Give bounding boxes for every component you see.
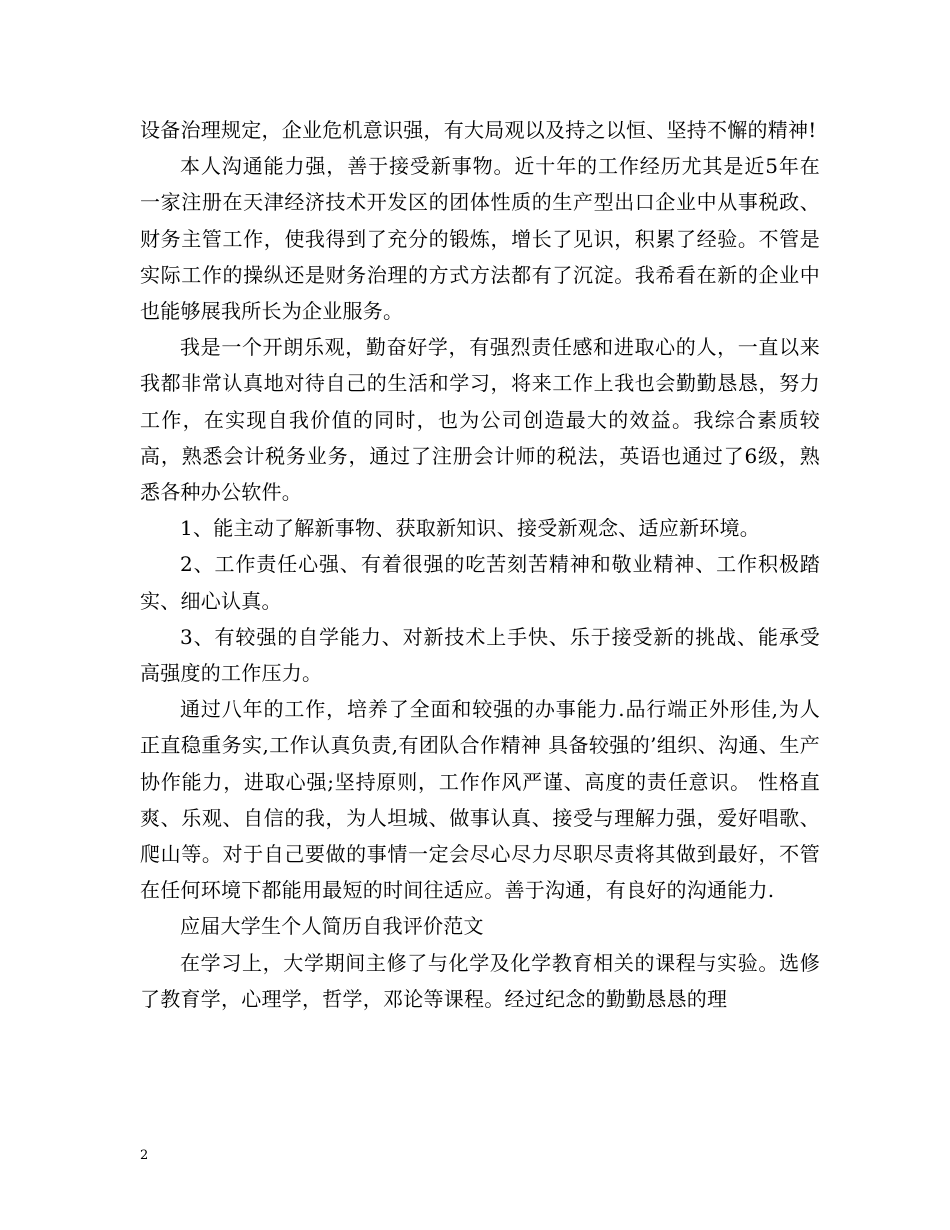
paragraph-5: 在学习上，大学期间主修了与化学及化学教育相关的课程与实验。选修了教育学，心理学，哲学，邓论等课程。经过纪念的勤勤恳恳的理 bbox=[140, 950, 820, 1011]
document-body bbox=[140, 112, 820, 1017]
list-item-1: 1、能主动了解新事物、获取新知识、接受新观念、适应新环境。 bbox=[180, 516, 760, 541]
paragraph-1: 设备治理规定，企业危机意识强，有大局观以及持之以恒、坚持不懈的精神! bbox=[140, 118, 817, 142]
paragraph-2: 本人沟通能力强，善于接受新事物。近十年的工作经历尤其是近5年在一家注册在天津经济技术开发区的团体性质的生产型出口企业中从事税政、财务主管工作，使我得到了充分的锻炼，增长了见识，积累了经验。不管是实际工作的操纵还是财务治理的方式方法都有了沉淀。我希看在新的企业中也能够展我所长为企业服务。 bbox=[140, 154, 820, 324]
paragraph-4: 通过八年的工作，培养了全面和较强的办事能力.品行端正外形佳,为人正直稳重务实,工作认真负责,有团队合作精神 具备较强的’组织、沟通、生产协作能力，进取心强;坚持原则，工作作风严谨、高度的责任意识。 性格直爽、乐观、自信的我，为人坦城、做事认真、接受与理解力强，爱好唱歌、爬山等。对于自己要做的事情一定会尽心尽力尽职尽责将其做到最好，不管在任何环境下都能用最短的时间往适应。善于沟通，有良好的沟通能力. bbox=[140, 697, 820, 903]
list-item-3: 3、有较强的自学能力、对新技术上手快、乐于接受新的挑战、能承受高强度的工作压力。 bbox=[140, 624, 820, 686]
page-number: 2 bbox=[140, 1148, 149, 1163]
paragraph-3: 我是一个开朗乐观，勤奋好学，有强烈责任感和进取心的人，一直以来我都非常认真地对待自己的生活和学习，将来工作上我也会勤勤恳恳，努力工作，在实现自我价值的同时，也为公司创造最大的效益。我综合素质较高，熟悉会计税务业务，通过了注册会计师的税法，英语也通过了6级，熟悉各种办公软件。 bbox=[140, 335, 820, 505]
list-item-2: 2、工作责任心强、有着很强的吃苦刻苦精神和敬业精神、工作积极踏实、细心认真。 bbox=[140, 552, 820, 613]
section-heading: 应届大学生个人简历自我评价范文 bbox=[180, 914, 484, 939]
